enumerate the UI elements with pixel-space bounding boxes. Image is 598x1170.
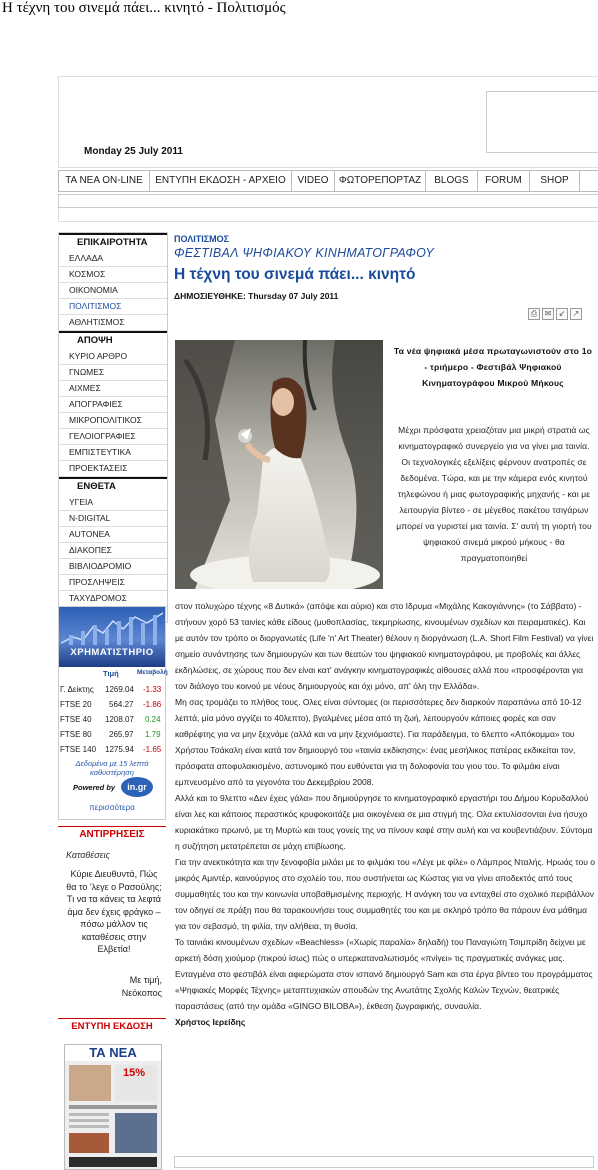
article-footer-box bbox=[174, 1156, 594, 1168]
sidebar-item-greece[interactable]: ΕΛΛΑΔΑ bbox=[59, 251, 167, 267]
sidebar-heading-current: ΕΠΙΚΑΙΡΟΤΗΤΑ bbox=[59, 233, 167, 251]
main-nav bbox=[58, 170, 598, 192]
nav-item-photoreportage[interactable]: ΦΩΤΟΡΕΠΟΡΤΑΖ bbox=[335, 171, 426, 191]
stock-delay-note: Δεδομένα με 15 λεπτά καθυστέρηση bbox=[75, 759, 149, 777]
print-edition-title[interactable]: ΕΝΤΥΠΗ ΕΚΔΟΣΗ bbox=[58, 1018, 166, 1035]
font-increase-icon[interactable]: ↗ bbox=[570, 308, 582, 320]
article-paragraph: στον πολυχώρο τέχνης «8 Δυτικά» (απόψε και αύριο) και στο Ιδρυμα «Μιχάλης Κακογιάννης» (το Σάββατο) - στήνουν χορό 53 ταινίες κάθε είδους (μυθοπλασίας, τεκμηρίωσης, κινουμένων σχεδίων και πειραματικές). Και με αυτόν τον τρόπο οι διοργανωτές (Life 'n' Art Theater) θέλουν η διοργάνωση (L.A. Short Film Festival) να γίνει σημείο συνάντησης των δημιουργών και των θεατών του ψηφιακού κινηματογράφου, με προβολές και άλλες εκδηλώσεις, σε χώρους που δεν είναι κατ' ανάγκην κινηματογραφικές αίθουσες αλλά που «προσφέρονται για τον διάλογο του κοινού με νέους δημιουργούς και όχι μόνο, απ' όλη την Ελλάδα». bbox=[175, 601, 594, 691]
sidebar-item-hiring[interactable]: ΠΡΟΣΛΗΨΕΙΣ bbox=[59, 575, 167, 591]
stock-row bbox=[59, 683, 165, 696]
email-icon[interactable]: ✉ bbox=[542, 308, 554, 320]
article-author: Χρήστος Ιερείδης bbox=[175, 1017, 246, 1027]
document-title: Η τέχνη του σινεμά πάει... κινητό - Πολιτισμός bbox=[2, 0, 286, 16]
replies-box bbox=[58, 826, 166, 1006]
article-lead: Τα νέα ψηφιακά μέσα πρωταγωνιστούν στο 1ο - τριήμερο - Φεστιβάλ Ψηφιακού Κινηματογράφου Μικρού Μήκους bbox=[393, 346, 593, 388]
sidebar-item-economy[interactable]: ΟΙΚΟΝΟΜΙΑ bbox=[59, 283, 167, 299]
stock-name: Γ. Δείκτης bbox=[60, 685, 94, 694]
sidebar-item-confidential[interactable]: ΕΜΠΙΣΤΕΥΤΙΚΑ bbox=[59, 445, 167, 461]
article-photo bbox=[175, 340, 383, 589]
sidebar-heading-inserts: ΕΝΘΕΤΑ bbox=[59, 477, 167, 495]
nav-item-forum[interactable]: FORUM bbox=[478, 171, 530, 191]
stock-value: 265.97 bbox=[109, 730, 134, 739]
print-icon[interactable]: ⎙ bbox=[528, 308, 540, 320]
header-date: Monday 25 July 2011 bbox=[84, 146, 183, 157]
replies-title[interactable]: ΑΝΤΙΡΡΗΣΕΙΣ bbox=[58, 826, 166, 843]
powered-by-label: Powered by bbox=[73, 783, 116, 792]
sub-nav-2 bbox=[58, 208, 598, 222]
print-edition-box bbox=[58, 1018, 166, 1168]
sidebar-item-sports[interactable]: ΑΘΛΗΤΙΣΜΟΣ bbox=[59, 315, 167, 331]
replies-sign-1: Με τιμή, bbox=[129, 975, 162, 985]
article-body bbox=[175, 598, 595, 1030]
sidebar-item-culture[interactable]: ΠΟΛΙΤΙΣΜΟΣ bbox=[59, 299, 167, 315]
stock-row bbox=[59, 743, 165, 756]
article-paragraph: Για την ανεκτικότητα και την ξενοφοβία μιλάει με το φιλμάκι του «Λέγε με φίλε» ο Λάμπρος Νταλής. Ηρωάς του ο μικρός Αμιντέρ, καινούργιος στο σχολείο του, που συστήνεται ως Κώστας για να γίνει αποδεκτός από τους συμμαθητές του και την κοινωνία υποβαθμισμένης περιοχής. Η ανάγκη του να ενταχθεί στο σχολικό περιβάλλον τον οδηγεί σε πράξη που θα ταρακουνήσει τους συμμαθητές του και με σκληρό τρόπο θα πάρουν ένα μάθημα για τον σεβασμό, τη φιλία, την αλήθεια, τη θυσία. bbox=[175, 857, 595, 931]
stock-widget bbox=[58, 606, 166, 820]
sidebar-item-postman[interactable]: ΤΑΧΥΔΡΟΜΟΣ bbox=[59, 591, 167, 607]
sidebar-item-world[interactable]: ΚΟΣΜΟΣ bbox=[59, 267, 167, 283]
article-photo-image bbox=[175, 340, 383, 589]
article-paragraph: Μη σας τρομάζει το πλήθος τους. Ολες είναι σύντομες (οι περισσότερες δεν διαρκούν παραπάνω από 10-12 λεπτά, μία μόνο αγγίζει το 40λεπτο), βγαλμένες μέσα από τη ζωή, λειτουργούν κάποιες φορές και σαν καθρέφτης για να μην ξεχνάμε (αλλά και να μην ξεχνιόμαστε). Για παράδειγμα, το 6λεπτο «Απόκομμα» του Χρήστου Τσάκαλη είναι κατά τον δημιουργό του «ταινία εκδίκησης»: ένας μεσήλικος πατέρας εκδικείται τον, πρόσφατα αποφυλακισμένο, αστυνομικό που ευθύνεται για τη δολοφονία του γιου του. Το φιλμάκι είναι εμπνευσμένο από τα γεγονότα του Δεκεμβρίου 2008. bbox=[175, 697, 582, 787]
newspaper-cover-graphic bbox=[65, 1061, 161, 1169]
nav-item-shop[interactable]: SHOP bbox=[530, 171, 580, 191]
stock-change: -1.33 bbox=[143, 685, 162, 694]
sidebar-item-autonea[interactable]: AUTONEA bbox=[59, 527, 167, 543]
replies-subtitle[interactable]: Καταθέσεις bbox=[66, 850, 110, 860]
article-intro: Μέχρι πρόσφατα χρειαζόταν μια μικρή στρατιά ως κινηματογραφικό συνεργείο για να γίνει μια ταινία. Οι τεχνολογικές εξελίξεις φέρνουν ανατροπές σε δεδομένα. Τώρα, και με την κάμερα ενός κινητού τηλεφώνου ή μιας φωτογραφικής μηχανής - και με λειτουργία βίντεο - σε μέγεθος πακέτου τσιγάρων μπορεί να γυριστεί μια ταινία. Σ' αυτή τη γιορτή του ψηφιακού σινεμά μικρού μήκους - θα πραγματοποιηθεί bbox=[396, 425, 592, 563]
newspaper-cover-badge: 15% bbox=[123, 1067, 146, 1079]
stock-change: 0.24 bbox=[145, 715, 161, 724]
replies-body: Κύριε Διευθυντά, Πώς θα το 'λεγε ο Ρασούλης; Τι να τα κάνεις τα λεφτά άμα δεν έχεις φράγκο – πόσω μάλλον τις καταθέσεις στην Ελβετία! bbox=[66, 869, 162, 954]
stock-value: 1208.07 bbox=[105, 715, 134, 724]
stock-col-change: Μεταβολή bbox=[137, 669, 168, 676]
article-published-date: ΔΗΜΟΣΙΕΥΘΗΚΕ: Thursday 07 July 2011 bbox=[174, 291, 339, 301]
stock-col-value: Τιμή bbox=[103, 669, 119, 678]
sidebar bbox=[58, 232, 168, 623]
nav-item-video[interactable]: VIDEO bbox=[292, 171, 335, 191]
sidebar-item-proektaseis[interactable]: ΠΡΟΕΚΤΑΣΕΙΣ bbox=[59, 461, 167, 477]
stock-value: 1275.94 bbox=[105, 745, 134, 754]
stock-name: FTSE 80 bbox=[60, 730, 92, 739]
stock-row bbox=[59, 728, 165, 741]
sidebar-item-n-digital[interactable]: N-DIGITAL bbox=[59, 511, 167, 527]
replies-sign-2: Νεόκοπος bbox=[121, 987, 162, 998]
sidebar-item-apografies[interactable]: ΑΠΟΓΡΑΦΙΕΣ bbox=[59, 397, 167, 413]
stock-value: 1269.04 bbox=[105, 685, 134, 694]
in-gr-logo[interactable]: in.gr bbox=[121, 777, 153, 797]
stock-value: 564.27 bbox=[109, 700, 134, 709]
stock-banner-title: ΧΡΗΜΑΤΙΣΤΗΡΙΟ bbox=[70, 647, 154, 658]
article-tools bbox=[528, 308, 582, 320]
stock-banner[interactable] bbox=[59, 607, 165, 667]
article-paragraph: Το ταινιάκι κινουμένων σχεδίων «Beachless» («Χωρίς παραλία» δηλαδή) του Παναγιώτη Τσιμπρίδη δείχνει με αρκετή δόση χιούμορ (πικρού ίσως) πώς ο υπερκαταναλωτισμός «πνίγει» τις πραγματικές ανάγκες μας. bbox=[175, 937, 586, 963]
stock-row bbox=[59, 713, 165, 726]
sidebar-item-holidays[interactable]: ΔΙΑΚΟΠΕΣ bbox=[59, 543, 167, 559]
stock-row bbox=[59, 698, 165, 711]
newspaper-cover-name: ΤΑ ΝΕΑ bbox=[65, 1045, 161, 1061]
newspaper-cover[interactable] bbox=[64, 1044, 162, 1170]
sidebar-item-health[interactable]: ΥΓΕΙΑ bbox=[59, 495, 167, 511]
stock-name: FTSE 20 bbox=[60, 700, 92, 709]
stock-name: FTSE 140 bbox=[60, 745, 97, 754]
sidebar-item-books[interactable]: ΒΙΒΛΙΟΔΡΟΜΙΟ bbox=[59, 559, 167, 575]
nav-item-ta-nea-online[interactable]: ΤΑ ΝΕΑ ON-LINE bbox=[59, 171, 150, 191]
sidebar-item-aixmes[interactable]: ΑΙΧΜΕΣ bbox=[59, 381, 167, 397]
sub-nav bbox=[58, 194, 598, 208]
nav-item-print-archive[interactable]: ΕΝΤΥΠΗ ΕΚΔΟΣΗ - ΑΡΧΕΙΟ bbox=[150, 171, 292, 191]
stock-change: -1.65 bbox=[143, 745, 162, 754]
stock-change: 1.79 bbox=[145, 730, 161, 739]
nav-item-blogs[interactable]: BLOGS bbox=[426, 171, 478, 191]
article-paragraph: Αλλά και το 9λεπτο «Δεν έχεις γάλα» που δημιούργησε το κινηματογραφικό εργαστήρι του Δήμου Κορυδαλλού είναι λες και κάποιος περαστικός κρυφοκοιτάζε μια οικογένεια σε μια στιγμή της. Ολα εκτυλίσσονται ένα ήσυχο κυριακάτικο πρωινό, με τη Μυρτώ και τους γονείς της να πίνουν καφέ στην αυλή και να κουβεντιάζουν. Σύντομα η συζήτηση μετατρέπεται σε μάχη επιβίωσης. bbox=[175, 793, 593, 851]
article-kicker: ΦΕΣΤΙΒΑΛ ΨΗΦΙΑΚΟΥ ΚΙΝΗΜΑΤΟΓΡΑΦΟΥ bbox=[174, 246, 435, 260]
sidebar-item-mikropolitikos[interactable]: ΜΙΚΡΟΠΟΛΙΤΙΚΟΣ bbox=[59, 413, 167, 429]
header-ad-box bbox=[486, 91, 598, 153]
sidebar-item-cartoons[interactable]: ΓΕΛΟΙΟΓΡΑΦΙΕΣ bbox=[59, 429, 167, 445]
article-paragraph: Ενταγμένα στο φεστιβάλ είναι αφιερώματα στον ισπανό δημιουργό Sam και στα έργα βίντεο του προγράμματος «Ψηφιακές Μορφές Τέχνης» μεταπτυχιακών σπουδών της Ανωτάτης Σχολής Καλών Τεχνών, θεατρικές παραστάσεις (από την ομάδα «GINGO BILOBA»), έκθεση ζωγραφικής, συναυλία. bbox=[175, 969, 593, 1011]
stock-change: -1.86 bbox=[143, 700, 162, 709]
stock-chart-graphic bbox=[59, 607, 165, 667]
font-decrease-icon[interactable]: ↙ bbox=[556, 308, 568, 320]
sidebar-heading-opinion: ΑΠΟΨΗ bbox=[59, 331, 167, 349]
stock-name: FTSE 40 bbox=[60, 715, 92, 724]
article-headline: Η τέχνη του σινεμά πάει... κινητό bbox=[174, 266, 416, 283]
sidebar-item-editorial[interactable]: ΚΥΡΙΟ ΑΡΘΡΟ bbox=[59, 349, 167, 365]
replies-signature bbox=[66, 974, 162, 999]
article-section[interactable]: ΠΟΛΙΤΙΣΜΟΣ bbox=[174, 234, 230, 244]
sidebar-item-opinions[interactable]: ΓΝΩΜΕΣ bbox=[59, 365, 167, 381]
stock-more-link[interactable]: περισσότερα bbox=[89, 803, 135, 812]
